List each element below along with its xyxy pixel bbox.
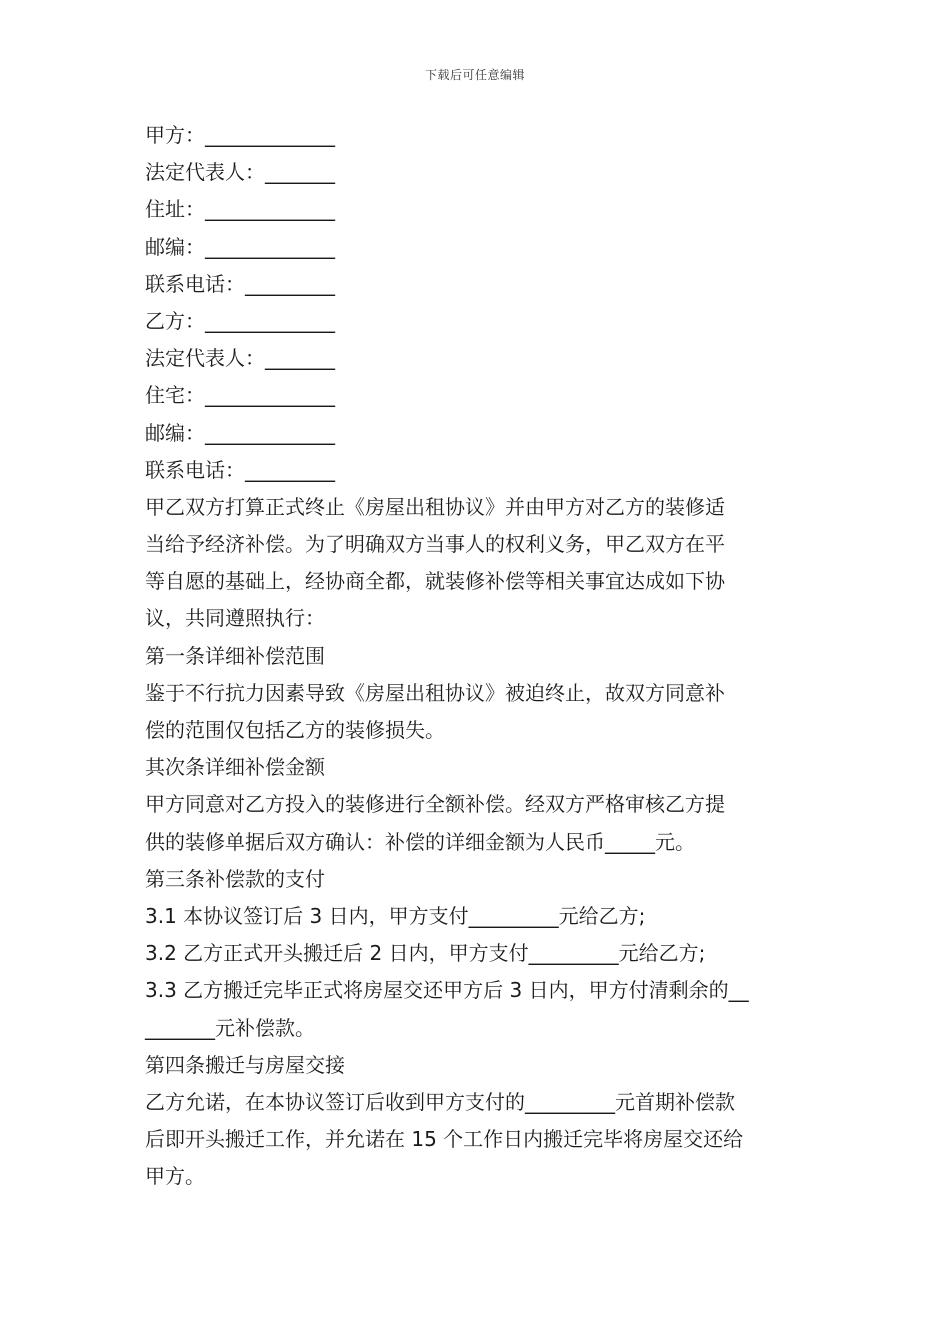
party-b-residence-field: 住宅：_____________: [145, 383, 335, 408]
intro-line: 议，共同遵照执行：: [145, 606, 325, 631]
party-a-representative-field: 法定代表人：_______: [145, 160, 335, 185]
article-2-line: 甲方同意对乙方投入的装修进行全额补偿。经双方严格审核乙方提: [145, 792, 725, 817]
intro-line: 等自愿的基础上，经协商全都，就装修补偿等相关事宜达成如下协: [145, 569, 725, 594]
intro-line: 当给予经济补偿。为了明确双方当事人的权利义务，甲乙双方在平: [145, 532, 725, 557]
party-a-postcode-field: 邮编：_____________: [145, 234, 335, 259]
article-2-title: 其次条详细补偿金额: [145, 755, 325, 780]
article-3-clause: 3.2 乙方正式开头搬迁后 2 日内，甲方支付_________元给乙方;: [145, 941, 706, 966]
article-4-title: 第四条搬迁与房屋交接: [145, 1052, 345, 1077]
article-4-line: 后即开头搬迁工作，并允诺在 15 个工作日内搬迁完毕将房屋交还给: [145, 1127, 744, 1152]
article-1-line: 偿的范围仅包括乙方的装修损失。: [145, 718, 445, 742]
article-3-clause: _______元补偿款。: [145, 1015, 315, 1040]
party-b-phone-field: 联系电话：_________: [145, 457, 335, 482]
article-3-clause: 3.3 乙方搬迁完毕正式将房屋交还甲方后 3 日内，甲方付清剩余的__: [145, 978, 749, 1003]
document-body: [145, 117, 815, 1195]
article-2-line: 供的装修单据后双方确认：补偿的详细金额为人民币_____元。: [145, 829, 695, 854]
article-1-line: 鉴于不行抗力因素导致《房屋出租协议》被迫终止，故双方同意补: [145, 680, 725, 705]
article-4-line: 乙方允诺，在本协议签订后收到甲方支付的_________元首期补偿款: [145, 1089, 735, 1114]
article-1-title: 第一条详细补偿范围: [145, 643, 325, 668]
article-4-line: 甲方。: [145, 1164, 205, 1189]
article-3-clause: 3.1 本协议签订后 3 日内，甲方支付_________元给乙方;: [145, 903, 646, 928]
party-b-postcode-field: 邮编：_____________: [145, 420, 335, 445]
party-a-field: 甲方：_____________: [145, 123, 335, 147]
intro-line: 甲乙双方打算正式终止《房屋出租协议》并由甲方对乙方的装修适: [145, 494, 725, 519]
party-a-address-field: 住址：_____________: [145, 197, 335, 222]
article-3-title: 第三条补偿款的支付: [145, 866, 325, 891]
page-header: 下载后可任意编辑: [424, 68, 525, 82]
party-a-phone-field: 联系电话：_________: [145, 271, 335, 296]
party-b-field: 乙方：_____________: [145, 308, 335, 333]
party-b-representative-field: 法定代表人：_______: [145, 346, 335, 371]
